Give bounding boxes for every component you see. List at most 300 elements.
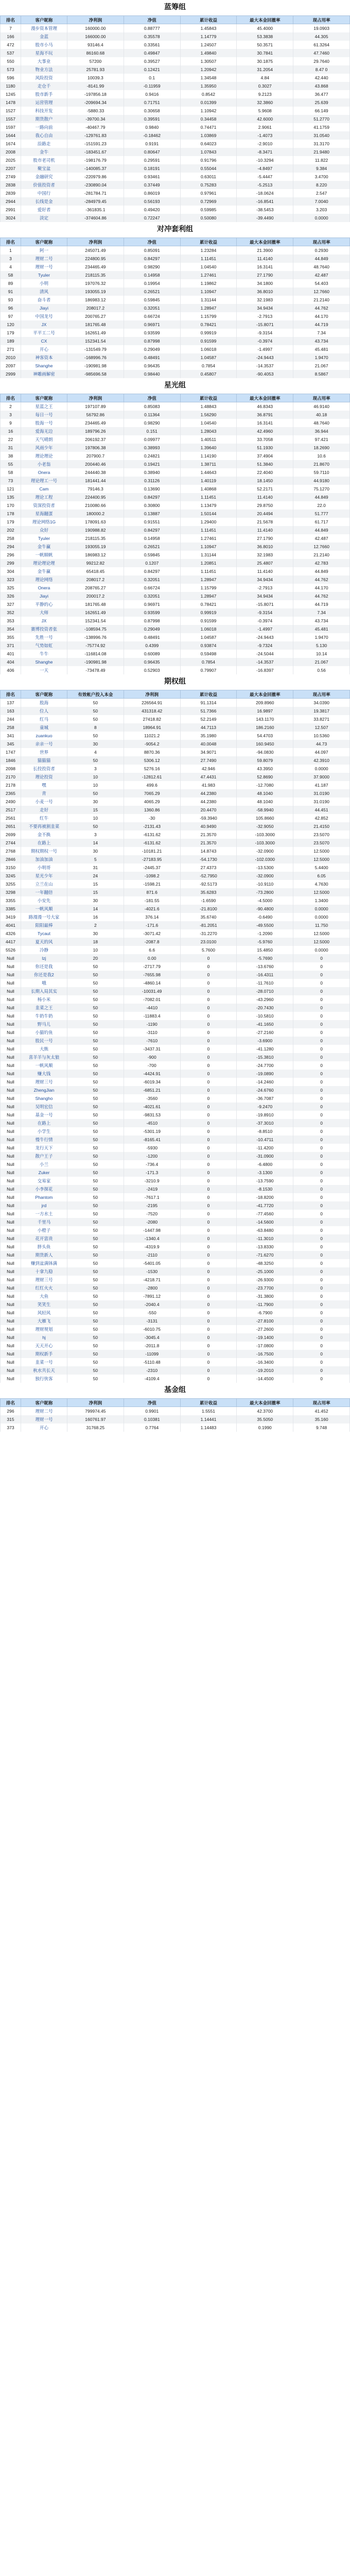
value-cell: 44.762 (293, 304, 350, 312)
value-cell: 0 (293, 1078, 350, 1086)
value-cell: 0 (180, 1103, 237, 1111)
rank-cell: Null (1, 1267, 21, 1276)
value-cell: -2.7913 (237, 584, 293, 592)
value-cell: 0 (180, 1086, 237, 1094)
value-cell: 22.0 (293, 501, 350, 510)
customer-name-cell: 星光少年 (21, 872, 67, 880)
value-cell: 0.84297 (124, 526, 180, 534)
value-cell: 0.19421 (124, 460, 180, 468)
value-cell: 0.14958 (124, 534, 180, 543)
value-cell: 0 (180, 1234, 237, 1243)
rank-cell: 4041 (1, 921, 21, 929)
value-cell: 1.20942 (180, 65, 237, 74)
value-cell: -9.3154 (237, 329, 293, 337)
value-cell: 4.7630 (293, 880, 350, 888)
value-cell: -4.5000 (237, 896, 293, 905)
value-cell: 0 (293, 1226, 350, 1234)
section-title: 期权组 (164, 678, 186, 686)
value-cell: -28.0710 (237, 987, 293, 995)
table-row (1, 329, 350, 337)
rank-cell: 4417 (1, 938, 21, 946)
value-cell: 0 (180, 1366, 237, 1375)
value-cell: 3 (67, 765, 124, 773)
customer-name-cell: 大雁飞 (21, 1317, 67, 1325)
customer-name-cell: 小明哥 (21, 863, 67, 872)
value-cell: 30 (67, 896, 124, 905)
value-cell: 0 (180, 1259, 237, 1267)
value-cell: 0 (180, 1094, 237, 1103)
rank-cell: Null (1, 1325, 21, 1333)
rank-cell: Null (1, 1086, 21, 1094)
table-row (1, 1234, 350, 1243)
value-cell: 23.5070 (293, 831, 350, 839)
value-cell: 0.39527 (124, 57, 180, 65)
customer-name-cell: 理论理论理 (21, 559, 67, 567)
value-cell: 0.1207 (124, 559, 180, 567)
value-cell: -40467.79 (67, 123, 124, 131)
customer-name-cell: 天气晴朗 (21, 435, 67, 444)
value-cell: -18.8200 (237, 1193, 293, 1201)
rank-cell: 135 (1, 493, 21, 501)
table-row (1, 1103, 350, 1111)
value-cell: -24.9443 (237, 353, 293, 362)
value-cell: -13.6760 (237, 962, 293, 971)
value-cell: 50 (67, 1218, 124, 1226)
value-cell: 1.04540 (180, 263, 237, 271)
table-row (1, 740, 350, 748)
value-cell: -27.8100 (237, 1317, 293, 1325)
rank-cell: 2170 (1, 773, 21, 781)
rank-cell: Null (1, 1218, 21, 1226)
value-cell: 1.10942 (180, 107, 237, 115)
value-cell: 0.32051 (124, 592, 180, 600)
table-row (1, 699, 350, 707)
rank-cell: 2651 (1, 822, 21, 831)
value-cell: 61.717 (293, 518, 350, 526)
value-cell: 31.0190 (293, 789, 350, 798)
value-cell: 50 (67, 987, 124, 995)
ranking-section (0, 0, 350, 222)
value-cell: 0 (180, 1342, 237, 1350)
value-cell: 1.45843 (180, 24, 237, 33)
value-cell: -12812.61 (124, 773, 180, 781)
value-cell: 186983.12 (67, 551, 124, 559)
value-cell: -4021.6 (124, 905, 180, 913)
rank-cell: 120 (1, 320, 21, 329)
rank-cell: Null (1, 1185, 21, 1193)
customer-name-cell: 先胜一号 (21, 633, 67, 641)
value-cell: 0.1990 (237, 1423, 293, 1432)
value-cell: 30.1875 (237, 57, 293, 65)
customer-name-cell: 大鱼 (21, 1292, 67, 1300)
value-cell: 0.72969 (180, 197, 237, 206)
value-cell: 50 (67, 1152, 124, 1160)
value-cell: 25.4807 (237, 559, 293, 567)
table-row (1, 987, 350, 995)
value-cell: 499.6 (124, 781, 180, 789)
value-cell: 0 (180, 1333, 237, 1342)
column-header: 累计收益 (180, 16, 237, 24)
customer-name-cell: 胖头鱼 (21, 1243, 67, 1251)
table-row (1, 57, 350, 65)
value-cell: 0 (180, 1325, 237, 1333)
value-cell: 1.28947 (180, 575, 237, 584)
value-cell: 21.067 (293, 658, 350, 666)
value-cell: 75.1270 (293, 485, 350, 493)
value-cell: 18.2690 (293, 444, 350, 452)
rank-cell: 202 (1, 526, 21, 534)
value-cell: -27.2160 (237, 1028, 293, 1037)
rank-cell: Null (1, 1119, 21, 1127)
customer-name-cell: 理论理论 (21, 452, 67, 460)
rank-cell: Null (1, 1284, 21, 1292)
table-row (1, 279, 350, 287)
table-row (1, 427, 350, 435)
value-cell: 8870.36 (124, 748, 180, 756)
value-cell: 20 (67, 954, 124, 962)
value-cell: -3.6900 (237, 1037, 293, 1045)
value-cell: -37.3010 (237, 1119, 293, 1127)
value-cell: -183451.67 (67, 148, 124, 156)
table-row (1, 608, 350, 617)
table-row (1, 526, 350, 534)
value-cell: -7610 (124, 1037, 180, 1045)
value-cell: 50 (67, 1317, 124, 1325)
value-cell: 1.14441 (180, 1415, 237, 1423)
value-cell: -6010.75 (124, 1325, 180, 1333)
value-cell: -4319.9 (124, 1243, 180, 1251)
value-cell: -1190 (124, 1020, 180, 1028)
value-cell: 12.5000 (293, 938, 350, 946)
rank-cell: 355 (1, 633, 21, 641)
value-cell: 59.7110 (293, 468, 350, 477)
rank-cell: 73 (1, 477, 21, 485)
rank-cell: Null (1, 1004, 21, 1012)
value-cell: 61.3264 (293, 41, 350, 49)
value-cell: 8.47 0 (293, 65, 350, 74)
value-cell: 91.1314 (180, 699, 237, 707)
table-row (1, 477, 350, 485)
value-cell: -3131 (124, 1317, 180, 1325)
rank-cell: 97 (1, 312, 21, 320)
customer-name-cell: 小安先 (21, 896, 67, 905)
value-cell: 36.8791 (237, 411, 293, 419)
value-cell: -220979.86 (67, 173, 124, 181)
value-cell: 0.0000 (293, 214, 350, 222)
value-cell: 32.3860 (237, 98, 293, 107)
table-row (1, 617, 350, 625)
customer-name-cell: 赛博投资者张 (21, 625, 67, 633)
value-cell: -41.1280 (237, 1045, 293, 1053)
value-cell: 0.59498 (180, 650, 237, 658)
rank-cell: 325 (1, 584, 21, 592)
rank-cell: 323 (1, 575, 21, 584)
value-cell: 22.4040 (237, 468, 293, 477)
value-cell: -1200 (124, 1152, 180, 1160)
value-cell: 5 (67, 855, 124, 863)
table-row (1, 164, 350, 173)
value-cell: 0.45807 (180, 370, 237, 378)
customer-name-cell: 股市新手 (21, 90, 67, 98)
rank-cell: Null (1, 1193, 21, 1201)
customer-name-cell: 理论网络 (21, 575, 67, 584)
rank-cell: Null (1, 1300, 21, 1309)
value-cell: -24.9443 (237, 633, 293, 641)
table-row (1, 263, 350, 271)
value-cell: -54.1730 (180, 855, 237, 863)
value-cell: 200017.2 (67, 592, 124, 600)
value-cell: 208017.2 (67, 304, 124, 312)
value-cell: 31.3170 (293, 140, 350, 148)
column-header: 客户昵称 (21, 1399, 67, 1407)
rank-cell: 596 (1, 74, 21, 82)
value-cell: 12.5000 (293, 929, 350, 938)
value-cell: -6.7900 (237, 1309, 293, 1317)
table-row (1, 156, 350, 164)
customer-name-cell: 韭菜一号 (21, 1358, 67, 1366)
value-cell: 5.4400 (293, 863, 350, 872)
rank-cell: 258 (1, 723, 21, 732)
value-cell: -39.4490 (237, 214, 293, 222)
table-row (1, 814, 350, 822)
customer-name-cell: 夏天的风 (21, 938, 67, 946)
value-cell: 160000.00 (67, 24, 124, 33)
value-cell: 0 (293, 1152, 350, 1160)
rank-cell: 170 (1, 501, 21, 510)
rank-cell: 2838 (1, 181, 21, 189)
value-cell: 65418.45 (67, 567, 124, 575)
table-row (1, 435, 350, 444)
value-cell: 4065.29 (124, 798, 180, 806)
table-row (1, 559, 350, 567)
value-cell: 12.7660 (293, 543, 350, 551)
value-cell: -13.8330 (237, 1243, 293, 1251)
table-row (1, 732, 350, 740)
value-cell: 224400.95 (67, 493, 124, 501)
ranking-table (0, 690, 350, 1383)
value-cell: 0 (293, 1358, 350, 1366)
table-row (1, 1119, 350, 1127)
value-cell: 50 (67, 1061, 124, 1070)
column-header: 最大本金回撤率 (237, 16, 293, 24)
value-cell: 0 (293, 1317, 350, 1325)
rank-cell: 166 (1, 32, 21, 41)
table-row (1, 822, 350, 831)
value-cell: 21.3570 (180, 839, 237, 847)
value-cell: 50 (67, 1358, 124, 1366)
value-cell: 1.31144 (180, 551, 237, 559)
value-cell: -4021.61 (124, 1103, 180, 1111)
value-cell: 31.0190 (293, 798, 350, 806)
value-cell: 0 (180, 954, 237, 962)
table-row (1, 1078, 350, 1086)
value-cell: 1.28947 (180, 304, 237, 312)
customer-name-cell: 爱海无边 (21, 427, 67, 435)
value-cell: 0 (293, 995, 350, 1004)
table-row (1, 584, 350, 592)
value-cell: -10031.49 (124, 987, 180, 995)
value-cell: 0 (293, 1028, 350, 1037)
value-cell: 0.59985 (180, 206, 237, 214)
value-cell: 0.93461 (124, 173, 180, 181)
value-cell: 0 (180, 1300, 237, 1309)
table-row (1, 74, 350, 82)
value-cell: -4510 (124, 1119, 180, 1127)
value-cell: 34.9071 (180, 748, 237, 756)
value-cell: -900 (124, 1053, 180, 1061)
value-cell: -230890.04 (67, 181, 124, 189)
value-cell: 50 (67, 1168, 124, 1177)
table-row (1, 847, 350, 855)
value-cell: 0 (180, 1267, 237, 1276)
value-cell: 5.130 (293, 641, 350, 650)
value-cell: 1.10947 (180, 543, 237, 551)
value-cell: 0 (293, 1309, 350, 1317)
customer-name-cell: 期货新人 (21, 1251, 67, 1259)
rank-cell: 2699 (1, 831, 21, 839)
value-cell: 31768.25 (67, 1423, 124, 1432)
customer-name-cell: JX (21, 320, 67, 329)
customer-name-cell: 长期入局其实 (21, 987, 67, 995)
table-row (1, 575, 350, 584)
value-cell: 36.8010 (237, 287, 293, 296)
value-cell: 44.849 (293, 567, 350, 575)
value-cell: 40.9490 (180, 822, 237, 831)
value-cell: 1.14190 (180, 452, 237, 460)
value-cell: 0.9840 (124, 123, 180, 131)
customer-name-cell: Phantom (21, 1193, 67, 1201)
value-cell: -18.0624 (237, 189, 293, 197)
rank-cell: 296 (1, 551, 21, 559)
value-cell: 51.7366 (180, 707, 237, 715)
value-cell: -32.0900 (237, 872, 293, 880)
table-row (1, 1333, 350, 1342)
rank-cell: 2517 (1, 806, 21, 814)
ranking-table (0, 15, 350, 222)
value-cell: 0 (293, 1234, 350, 1243)
customer-name-cell: 秋水共长天 (21, 1366, 67, 1375)
table-row (1, 1284, 350, 1292)
value-cell: 0 (293, 1127, 350, 1136)
value-cell: 54.403 (293, 279, 350, 287)
value-cell: 0 (180, 1292, 237, 1300)
value-cell: 99212.82 (67, 559, 124, 567)
value-cell: -209694.34 (67, 98, 124, 107)
value-cell: 0.32051 (124, 304, 180, 312)
customer-name-cell: 韭菜之王 (21, 1004, 67, 1012)
customer-name-cell: 喜羊羊与灰太狼 (21, 1053, 67, 1061)
value-cell: -10181.21 (124, 847, 180, 855)
value-cell: -9.2470 (237, 1103, 293, 1111)
rank-cell: Null (1, 1276, 21, 1284)
value-cell: -16.7500 (237, 1350, 293, 1358)
value-cell: 42.946 (180, 765, 237, 773)
customer-name-cell: 理论理工一号 (21, 477, 67, 485)
value-cell: 52.2171 (237, 485, 293, 493)
column-header: 客户昵称 (21, 16, 67, 24)
table-header-row (1, 1399, 350, 1407)
value-cell: 54.4703 (237, 732, 293, 740)
column-header: 排名 (1, 394, 21, 402)
value-cell: 0 (293, 971, 350, 979)
value-cell: -0.18462 (124, 131, 180, 140)
column-header: 客户昵称 (21, 690, 67, 699)
table-row (1, 1136, 350, 1144)
customer-name-cell: 平静的心 (21, 600, 67, 608)
rank-cell: 178 (1, 510, 21, 518)
value-cell: 50 (67, 1325, 124, 1333)
table-row (1, 798, 350, 806)
value-cell: -10.3294 (237, 156, 293, 164)
customer-name-cell: Shanghe (21, 658, 67, 666)
value-cell: 197076.32 (67, 279, 124, 287)
value-cell: -49.5500 (237, 921, 293, 929)
value-cell: 0.11364 (124, 411, 180, 419)
value-cell: 21.9480 (293, 148, 350, 156)
rank-cell: 4326 (1, 929, 21, 938)
table-row (1, 1144, 350, 1152)
customer-name-cell: 神雕画解密 (21, 370, 67, 378)
value-cell: 1.24507 (180, 41, 237, 49)
rank-cell: 1557 (1, 115, 21, 123)
rank-cell: Null (1, 1028, 21, 1037)
customer-name-cell: 气势如虹 (21, 641, 67, 650)
table-row (1, 1415, 350, 1423)
rank-cell: 304 (1, 567, 21, 575)
value-cell: 0.86019 (124, 189, 180, 197)
customer-name-cell: 股海 (21, 699, 67, 707)
value-cell: 0.30800 (124, 501, 180, 510)
rank-cell: 537 (1, 49, 21, 57)
rank-cell: 96 (1, 304, 21, 312)
value-cell: -5.7690 (237, 954, 293, 962)
customer-name-cell: 散户王子 (21, 1152, 67, 1160)
value-cell: 0.74471 (180, 123, 237, 131)
rank-cell: 38 (1, 452, 21, 460)
table-row (1, 1020, 350, 1028)
value-cell: -58.9940 (237, 806, 293, 814)
value-cell: 44.7113 (180, 723, 237, 732)
value-cell: 44.849 (293, 526, 350, 534)
value-cell: 44.9180 (293, 477, 350, 485)
value-cell: 7.34 (293, 329, 350, 337)
column-header: 最大本金回撤率 (237, 394, 293, 402)
value-cell: 11.4140 (237, 567, 293, 575)
value-cell: 0 (293, 1045, 350, 1053)
rank-cell: 2561 (1, 814, 21, 822)
value-cell: 0.24821 (124, 452, 180, 460)
table-row (1, 872, 350, 880)
value-cell: -63.8480 (237, 1226, 293, 1234)
table-row (1, 1070, 350, 1078)
value-cell: 34.0390 (293, 699, 350, 707)
customer-name-cell: 资深投资者 (21, 501, 67, 510)
rank-cell: Null (1, 1037, 21, 1045)
value-cell: 50 (67, 995, 124, 1004)
value-cell: -81.2051 (180, 921, 237, 929)
value-cell: 24 (67, 872, 124, 880)
table-header-row (1, 690, 350, 699)
value-cell: 0.97961 (180, 189, 237, 197)
rank-cell: 404 (1, 658, 21, 666)
customer-name-cell: CX (21, 337, 67, 345)
value-cell: -102.0300 (237, 855, 293, 863)
rank-cell: 1674 (1, 140, 21, 148)
value-cell: -11.7610 (237, 979, 293, 987)
value-cell: 178091.63 (67, 518, 124, 526)
value-cell: 0 (293, 1053, 350, 1061)
value-cell: -38.5453 (237, 206, 293, 214)
